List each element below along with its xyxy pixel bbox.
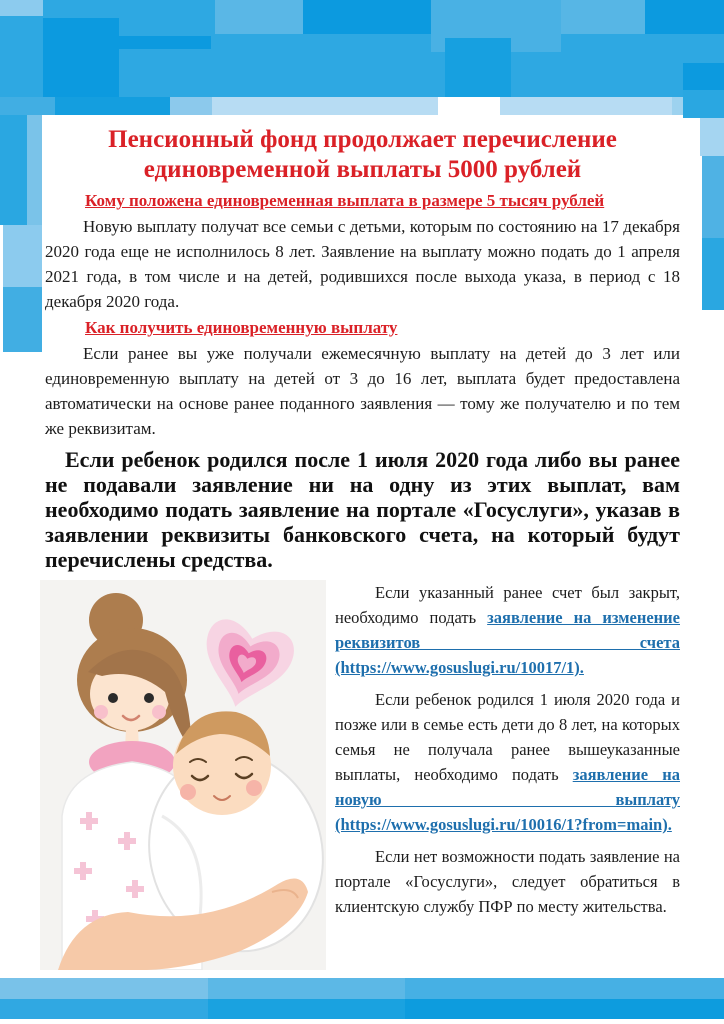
section-heading-how-to-get: Как получить единовременную выплату — [85, 318, 398, 337]
mosaic-block — [438, 97, 500, 115]
mosaic-block — [702, 156, 724, 238]
column-paragraph-new-application — [335, 687, 680, 837]
mother-baby-illustration — [40, 580, 326, 970]
link-change-account-details[interactable]: заявление на изменение реквизитов счета (https://www.gosuslugi.ru/10017/1). — [335, 608, 680, 677]
mosaic-block — [208, 999, 405, 1019]
highlight-paragraph: Если ребенок родился после 1 июля 2020 года либо вы ранее не подавали заявление ни на одну из этих выплат, вам необходимо подать заявление на портале «Госуслуги», указав в заявлении реквизиты банковского счета, на который будут перечислены средства. — [45, 447, 680, 572]
mosaic-block — [645, 0, 724, 34]
mosaic-block — [702, 238, 724, 310]
mosaic-block — [700, 118, 724, 156]
column-paragraph-account-closed — [335, 580, 680, 680]
mother-baby-svg — [40, 580, 326, 970]
mosaic-block — [683, 90, 724, 118]
mosaic-block — [0, 0, 43, 16]
mosaic-block — [3, 225, 42, 287]
mosaic-block — [170, 97, 212, 115]
content-panel — [42, 115, 683, 970]
mosaic-block — [405, 999, 724, 1019]
mosaic-block — [0, 115, 27, 225]
mosaic-block — [303, 0, 431, 34]
mosaic-block — [0, 97, 55, 115]
mosaic-block — [561, 0, 645, 34]
mosaic-block — [405, 978, 724, 999]
section-body-how-to-get: Если ранее вы уже получали ежемесячную выплату на детей до 3 лет или единовременную выплату на детей от 3 до 16 лет, выплата будет предоставлена автоматически на основе ранее поданного заявления — тому же получателю и по тем же реквизитам. — [45, 344, 680, 438]
mosaic-block — [445, 38, 511, 97]
mosaic-block — [3, 287, 42, 352]
mosaic-block — [55, 97, 170, 115]
mosaic-block — [119, 36, 211, 49]
mosaic-block — [0, 999, 208, 1019]
column-paragraph-pfr-office: Если нет возможности подать заявление на портале «Госуслуги», следует обратиться в клиентскую службу ПФР по месту жительства. — [335, 847, 680, 916]
mosaic-block — [43, 18, 119, 97]
mosaic-block — [212, 97, 438, 115]
mosaic-block — [500, 97, 672, 115]
mosaic-block — [215, 0, 303, 34]
mosaic-block — [27, 115, 42, 225]
paragraph-text: Если указанный ранее счет был закрыт, необходимо подать — [335, 583, 680, 627]
section-heading-eligibility: Кому положена единовременная выплата в размере 5 тысяч рублей — [85, 191, 605, 210]
paragraph-text: Если ребенок родился 1 июля 2020 года и позже или в семье есть дети до 8 лет, на которых семья не получала ранее вышеуказанные выплаты, необходимо подать — [335, 690, 680, 784]
link-new-payment-application[interactable]: заявление на новую выплату (https://www.gosuslugi.ru/10016/1?from=main). — [335, 765, 680, 834]
right-text-column — [335, 580, 680, 926]
mosaic-block — [208, 978, 405, 999]
page-title: Пенсионный фонд продолжает перечисление единовременной выплаты 5000 рублей — [108, 126, 617, 183]
two-column-block — [45, 580, 680, 970]
section-body-eligibility: Новую выплату получат все семьи с детьми, которым по состоянию на 17 декабря 2020 года еще не исполнилось 8 лет. Заявление на выплату можно подать до 1 апреля 2021 года, в том числе и на детей, родившихся после выхода указа, в период с 18 декабря 2020 года. — [45, 217, 680, 311]
mosaic-block — [0, 978, 208, 999]
